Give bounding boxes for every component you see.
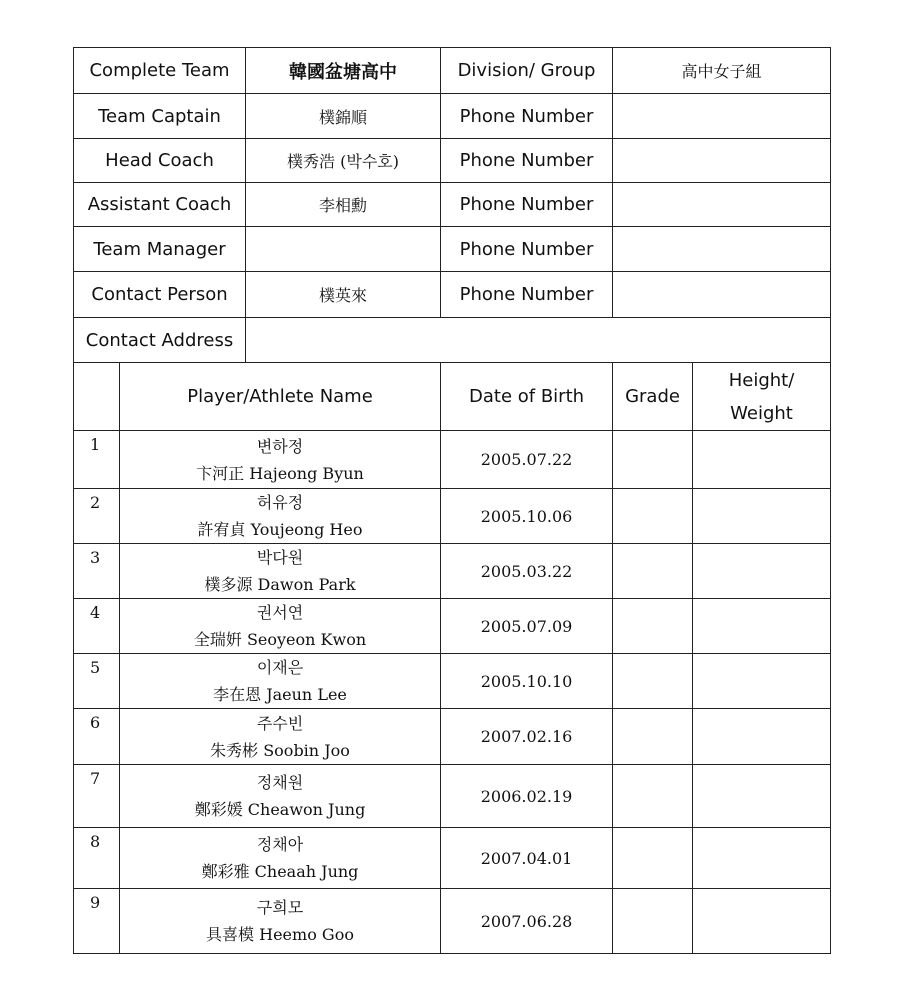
roster-header-height-weight (693, 363, 831, 431)
roster-header-name: Player/Athlete Name (120, 363, 441, 431)
head-coach-phone-value (613, 139, 831, 183)
player-grade (613, 489, 693, 544)
player-row (74, 431, 831, 489)
player-name-cell (120, 709, 441, 765)
captain-row (74, 94, 831, 139)
player-romanized-name: 李在恩 Jaeun Lee (213, 685, 347, 704)
division-label: Division/ Group (441, 48, 613, 94)
contact-person-phone-label: Phone Number (441, 272, 613, 318)
player-korean-name: 허유정 (256, 493, 304, 512)
player-name-cell (120, 828, 441, 889)
player-dob: 2005.03.22 (441, 544, 613, 599)
player-height-weight (693, 709, 831, 765)
manager-row (74, 227, 831, 272)
player-grade (613, 889, 693, 954)
assistant-coach-phone-value (613, 183, 831, 227)
roster-header-dob: Date of Birth (441, 363, 613, 431)
contact-person-value: 樸英來 (246, 272, 441, 318)
player-row (74, 599, 831, 654)
complete-team-row (74, 48, 831, 94)
player-grade (613, 431, 693, 489)
contact-address-label: Contact Address (74, 318, 246, 363)
player-number: 4 (74, 599, 120, 654)
player-korean-name: 박다원 (256, 548, 304, 567)
roster-header-height-line: Height/ (728, 369, 795, 391)
manager-phone-label: Phone Number (441, 227, 613, 272)
player-row (74, 709, 831, 765)
player-korean-name: 이재은 (256, 658, 304, 677)
player-height-weight (693, 765, 831, 828)
player-number: 2 (74, 489, 120, 544)
player-romanized-name: 許宥貞 Youjeong Heo (197, 520, 363, 539)
player-romanized-name: 鄭彩雅 Cheaah Jung (201, 862, 359, 881)
player-number: 3 (74, 544, 120, 599)
contact-address-value (246, 318, 831, 363)
player-row (74, 765, 831, 828)
assistant-coach-row (74, 183, 831, 227)
team-registration-table (73, 47, 831, 954)
player-korean-name: 권서연 (256, 603, 304, 622)
player-row (74, 654, 831, 709)
player-row (74, 828, 831, 889)
head-coach-phone-label: Phone Number (441, 139, 613, 183)
contact-address-row (74, 318, 831, 363)
player-number: 1 (74, 431, 120, 489)
player-korean-name: 주수빈 (256, 713, 304, 733)
player-height-weight (693, 654, 831, 709)
player-height-weight (693, 544, 831, 599)
player-grade (613, 828, 693, 889)
player-dob: 2007.06.28 (441, 889, 613, 954)
player-dob: 2007.04.01 (441, 828, 613, 889)
head-coach-row (74, 139, 831, 183)
roster-header-grade: Grade (613, 363, 693, 431)
player-number: 9 (74, 889, 120, 954)
roster-header-weight-line: Weight (730, 402, 793, 424)
player-romanized-name: 鄭彩媛 Cheawon Jung (194, 800, 366, 819)
player-number: 5 (74, 654, 120, 709)
player-grade (613, 599, 693, 654)
captain-value: 樸錦順 (246, 94, 441, 139)
complete-team-label: Complete Team (74, 48, 246, 94)
player-korean-name: 정채원 (256, 773, 304, 792)
assistant-coach-label: Assistant Coach (74, 183, 246, 227)
player-name-cell (120, 544, 441, 599)
player-dob: 2007.02.16 (441, 709, 613, 765)
player-name-cell (120, 654, 441, 709)
assistant-coach-value: 李相勳 (246, 183, 441, 227)
player-name-cell (120, 765, 441, 828)
player-grade (613, 765, 693, 828)
contact-person-phone-value (613, 272, 831, 318)
player-height-weight (693, 889, 831, 954)
player-korean-name: 변하정 (256, 436, 304, 456)
division-value: 高中女子組 (613, 48, 831, 94)
player-romanized-name: 全瑞姸 Seoyeon Kwon (193, 630, 367, 649)
contact-person-label: Contact Person (74, 272, 246, 318)
player-name-cell (120, 489, 441, 544)
player-number: 6 (74, 709, 120, 765)
player-romanized-name: 具喜模 Heemo Goo (206, 925, 354, 944)
player-korean-name: 구희모 (256, 898, 304, 917)
captain-phone-label: Phone Number (441, 94, 613, 139)
captain-label: Team Captain (74, 94, 246, 139)
player-height-weight (693, 599, 831, 654)
player-name-cell (120, 431, 441, 489)
manager-phone-value (613, 227, 831, 272)
roster-header-row (74, 363, 831, 431)
player-romanized-name: 樸多源 Dawon Park (204, 575, 356, 594)
player-height-weight (693, 489, 831, 544)
player-number: 8 (74, 828, 120, 889)
manager-label: Team Manager (74, 227, 246, 272)
player-dob: 2005.10.06 (441, 489, 613, 544)
player-dob: 2005.07.09 (441, 599, 613, 654)
player-row (74, 489, 831, 544)
player-grade (613, 654, 693, 709)
assistant-coach-phone-label: Phone Number (441, 183, 613, 227)
player-dob: 2006.02.19 (441, 765, 613, 828)
player-name-cell (120, 889, 441, 954)
captain-phone-value (613, 94, 831, 139)
player-romanized-name: 卞河正 Hajeong Byun (196, 463, 364, 483)
head-coach-label: Head Coach (74, 139, 246, 183)
roster-header-number (74, 363, 120, 431)
player-korean-name: 정채아 (256, 835, 304, 854)
contact-person-row (74, 272, 831, 318)
player-row (74, 544, 831, 599)
manager-value (246, 227, 441, 272)
head-coach-value: 樸秀浩 (박수호) (246, 139, 441, 183)
player-romanized-name: 朱秀彬 Soobin Joo (210, 740, 350, 760)
player-name-cell (120, 599, 441, 654)
player-number: 7 (74, 765, 120, 828)
player-height-weight (693, 431, 831, 489)
player-dob: 2005.10.10 (441, 654, 613, 709)
player-dob: 2005.07.22 (441, 431, 613, 489)
player-grade (613, 709, 693, 765)
player-grade (613, 544, 693, 599)
player-height-weight (693, 828, 831, 889)
player-row (74, 889, 831, 954)
complete-team-value: 韓國盆塘高中 (246, 48, 441, 94)
